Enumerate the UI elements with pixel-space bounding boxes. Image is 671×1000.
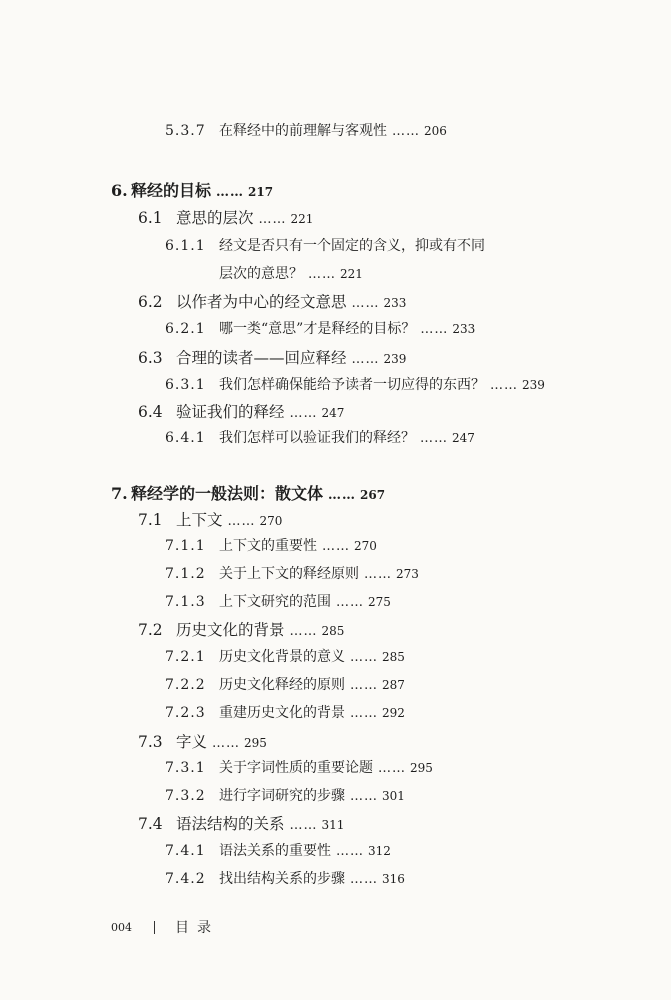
entry-number: 7.1.1 [165, 538, 206, 554]
entry-number: 7.2.3 [165, 705, 206, 721]
entry-number: 6.4.1 [165, 430, 206, 446]
entry-page: 273 [396, 567, 419, 581]
entry-number: 7. [111, 484, 128, 503]
toc-entry-6-3-1 [165, 374, 545, 394]
dot-leader: …… [350, 706, 378, 721]
entry-title: 哪一类“意思”才是释经的目标？ [219, 321, 416, 337]
entry-number: 7.4.1 [165, 843, 206, 859]
entry-number: 6.1.1 [165, 238, 206, 254]
entry-number: 6.1 [138, 209, 163, 227]
page-footer [111, 917, 219, 937]
entry-page: 292 [382, 706, 405, 720]
entry-number: 6. [111, 181, 128, 200]
toc-entry-6-4 [138, 400, 344, 422]
toc-entry-5-3-7 [165, 120, 447, 140]
entry-number: 6.2.1 [165, 321, 206, 337]
dot-leader: …… [336, 844, 364, 859]
dot-leader: …… [392, 124, 420, 139]
toc-entry-7-3 [138, 730, 267, 752]
entry-title: 重建历史文化的背景 [219, 705, 345, 721]
toc-entry-7-2-3 [165, 702, 405, 722]
dot-leader: …… [350, 650, 378, 665]
dot-leader: …… [258, 212, 287, 227]
entry-title: 释经的目标 [131, 181, 212, 200]
toc-entry-6-1-1 [165, 235, 485, 255]
footer-section-title: 目录 [175, 920, 219, 936]
entry-page: 301 [382, 789, 405, 803]
toc-entry-7-1-3 [165, 591, 391, 611]
entry-page: 285 [382, 650, 405, 664]
entry-title: 经文是否只有一个固定的含义，抑或有不同 [219, 238, 485, 254]
toc-entry-7-4 [138, 812, 344, 834]
toc-entry-7-3-2 [165, 785, 405, 805]
entry-page: 275 [368, 595, 391, 609]
entry-title: 语法关系的重要性 [219, 843, 331, 859]
entry-page: 247 [321, 406, 345, 420]
dot-leader: …… [336, 595, 364, 610]
toc-entry-6 [111, 178, 273, 201]
entry-number: 7.2.1 [165, 649, 206, 665]
entry-number: 7.2 [138, 621, 163, 639]
entry-page: 295 [410, 761, 433, 775]
dot-leader: …… [322, 539, 350, 554]
dot-leader: …… [227, 514, 256, 529]
dot-leader: …… [289, 406, 318, 421]
entry-title: 关于上下文的释经原则 [219, 566, 359, 582]
entry-page: 270 [259, 514, 283, 528]
entry-page: 217 [248, 185, 274, 199]
toc-entry-7-2-2 [165, 674, 405, 694]
entry-number: 6.3 [138, 349, 163, 367]
entry-page: 295 [244, 736, 267, 750]
toc-entry-7-4-1 [165, 840, 391, 860]
entry-title: 语法结构的关系 [176, 815, 285, 833]
toc-entry-7 [111, 481, 385, 504]
entry-title: 以作者为中心的经文意思 [176, 293, 347, 311]
entry-page: 287 [382, 678, 405, 692]
entry-title: 我们怎样可以验证我们的释经？ [219, 430, 415, 446]
entry-title: 层次的意思？ [219, 266, 303, 282]
entry-page: 206 [424, 124, 447, 138]
entry-page: 316 [382, 872, 405, 886]
toc-entry-6-2 [138, 290, 406, 312]
toc-entry-7-1-1 [165, 535, 377, 555]
entry-number: 6.4 [138, 403, 163, 421]
entry-number: 7.3.1 [165, 760, 206, 776]
toc-entry-6-3 [138, 346, 406, 368]
entry-title: 进行字词研究的步骤 [219, 788, 345, 804]
toc-entry-7-3-1 [165, 757, 433, 777]
dot-leader: …… [289, 818, 318, 833]
dot-leader: …… [308, 267, 336, 282]
entry-title: 关于字词性质的重要论题 [219, 760, 373, 776]
toc-entry-7-4-2 [165, 868, 405, 888]
footer-page-number: 004 [111, 920, 132, 934]
toc-entry-6-4-1 [165, 427, 475, 447]
entry-title: 字义 [176, 733, 208, 751]
entry-title: 上下文的重要性 [219, 538, 317, 554]
dot-leader: …… [212, 736, 241, 751]
entry-page: 270 [354, 539, 377, 553]
dot-leader: …… [328, 488, 357, 503]
dot-leader: …… [351, 296, 380, 311]
entry-title: 历史文化的背景 [176, 621, 285, 639]
dot-leader: …… [289, 624, 318, 639]
dot-leader: …… [351, 352, 380, 367]
entry-number: 5.3.7 [165, 123, 206, 139]
entry-page: 267 [360, 488, 386, 502]
toc-entry-7-1-2 [165, 563, 419, 583]
entry-number: 6.3.1 [165, 377, 206, 393]
entry-title: 合理的读者——回应释经 [176, 349, 347, 367]
entry-number: 7.4 [138, 815, 163, 833]
entry-title: 上下文 [176, 511, 223, 529]
entry-title: 历史文化背景的意义 [219, 649, 345, 665]
entry-title: 历史文化释经的原则 [219, 677, 345, 693]
entry-page: 221 [340, 267, 363, 281]
entry-number: 7.3 [138, 733, 163, 751]
entry-title: 上下文研究的范围 [219, 594, 331, 610]
entry-page: 285 [321, 624, 345, 638]
dot-leader: …… [350, 872, 378, 887]
toc-entry-7-1 [138, 508, 282, 530]
entry-title: 意思的层次 [176, 209, 254, 227]
dot-leader: …… [378, 761, 406, 776]
entry-page: 247 [452, 431, 475, 445]
dot-leader: …… [350, 789, 378, 804]
dot-leader: …… [420, 322, 449, 337]
footer-divider [154, 921, 155, 934]
toc-entry-7-2 [138, 618, 344, 640]
dot-leader: …… [350, 678, 378, 693]
entry-page: 221 [290, 212, 314, 226]
entry-page: 239 [522, 378, 545, 392]
entry-number: 7.1.2 [165, 566, 206, 582]
entry-page: 233 [452, 322, 476, 336]
entry-number: 7.1 [138, 511, 163, 529]
entry-page: 239 [383, 352, 407, 366]
entry-title: 释经学的一般法则：散文体 [131, 484, 324, 503]
entry-number: 7.4.2 [165, 871, 206, 887]
toc-entry-7-2-1 [165, 646, 405, 666]
dot-leader: …… [420, 431, 448, 446]
entry-number: 7.2.2 [165, 677, 206, 693]
dot-leader: …… [490, 378, 518, 393]
entry-number: 7.3.2 [165, 788, 206, 804]
toc-entry-6-2-1 [165, 318, 475, 338]
entry-number: 6.2 [138, 293, 163, 311]
entry-number: 7.1.3 [165, 594, 206, 610]
entry-page: 312 [368, 844, 391, 858]
entry-page: 233 [383, 296, 407, 310]
toc-entry-6-1 [138, 206, 313, 228]
entry-title: 在释经中的前理解与客观性 [219, 123, 387, 139]
entry-title: 找出结构关系的步骤 [219, 871, 345, 887]
dot-leader: …… [364, 567, 392, 582]
toc-entry-6-1-1-continued [219, 263, 363, 283]
entry-page: 311 [321, 818, 345, 832]
dot-leader: …… [216, 185, 245, 200]
entry-title: 验证我们的释经 [176, 403, 285, 421]
entry-title: 我们怎样确保能给予读者一切应得的东西？ [219, 377, 485, 393]
